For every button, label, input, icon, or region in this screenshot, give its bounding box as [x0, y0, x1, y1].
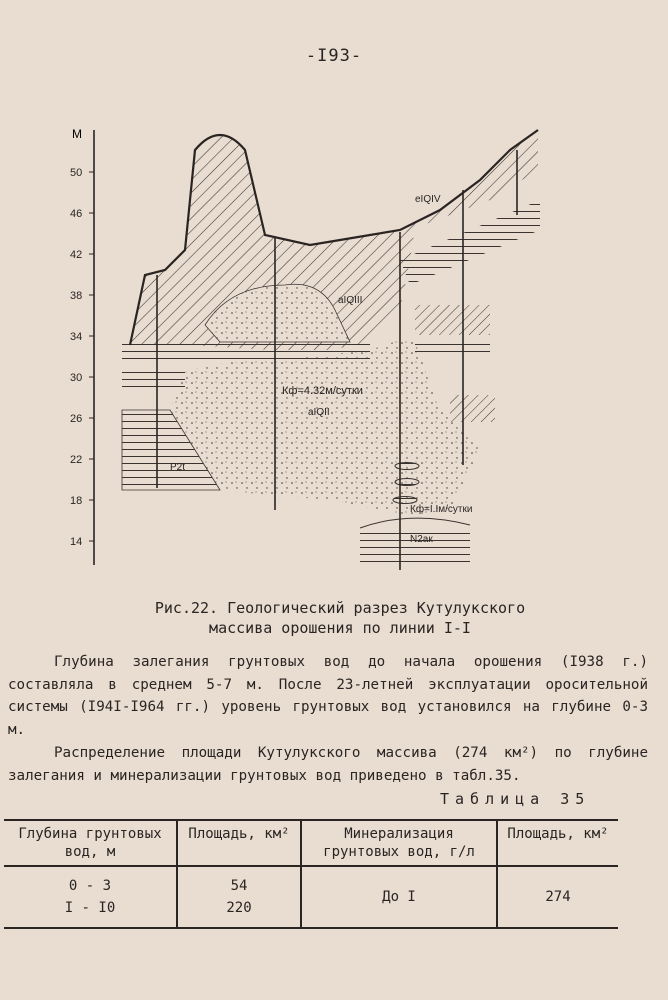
mineralization-value: До I [301, 866, 497, 928]
depth-tick-label: 46 [70, 208, 83, 220]
depth-value: I - I0 [64, 900, 116, 916]
label-aiqii: aIQII [308, 407, 330, 418]
label-kf-upper: Кф=4.32м/сутки [282, 385, 363, 397]
label-n2: N2ак [410, 534, 433, 545]
paragraph-groundwater-depth: Глубина залегания грунтовых вод до начала орошения (I938 г.) составляла в среднем 5-7 м. После 23-летней эксплуатации оросительной системы (I94I-I964 гг.) уровень грунтовых вод установился на глубине 0-3 м. [8, 654, 648, 738]
header-depth: Глубина грунтовых вод, м [4, 820, 177, 866]
area-value: 54 [230, 878, 248, 894]
depth-tick-label: 14 [70, 536, 83, 548]
figure-caption [80, 598, 600, 638]
area-cell [177, 866, 301, 928]
label-aiqiii: aIQIII [338, 295, 363, 306]
depth-tick-label: 22 [70, 454, 83, 466]
depth-tick-label: 26 [70, 413, 83, 425]
caption-line-1: Рис.22. Геологический разрез Кутулукского [154, 599, 526, 617]
depth-tick-label: 34 [70, 331, 83, 343]
geological-section-figure [70, 110, 550, 580]
caption-line-2: массива орошения по линии I-I [209, 619, 471, 637]
label-p2: P2t [170, 462, 186, 473]
page-number: -I93- [305, 46, 363, 66]
depth-tick-label: 18 [70, 495, 83, 507]
header-area-total: Площадь, км² [497, 820, 618, 866]
area-total-value: 274 [497, 866, 618, 928]
label-eiqiv: eIQIV [415, 194, 441, 205]
table-title: Таблица 35 [440, 790, 591, 808]
depth-tick-label: 42 [70, 249, 83, 261]
depth-tick-label: 30 [70, 372, 83, 384]
header-mineralization: Минерализация грунтовых вод, г/л [301, 820, 497, 866]
depth-tick-label: 50 [70, 167, 83, 179]
axis-unit-label: M [72, 127, 82, 141]
depth-value: 0 - 3 [68, 878, 112, 894]
area-value: 220 [226, 900, 252, 916]
header-area: Площадь, км² [177, 820, 301, 866]
groundwater-table [4, 819, 618, 929]
label-kf-lower: Кф=I.Iм/сутки [410, 504, 473, 515]
paragraph-area-distribution: Распределение площади Кутулукского массива (274 км²) по глубине залегания и минерализации грунтовых вод приведено в табл.35. [8, 745, 648, 784]
depth-cell [4, 866, 177, 928]
depth-tick-label: 38 [70, 290, 83, 302]
